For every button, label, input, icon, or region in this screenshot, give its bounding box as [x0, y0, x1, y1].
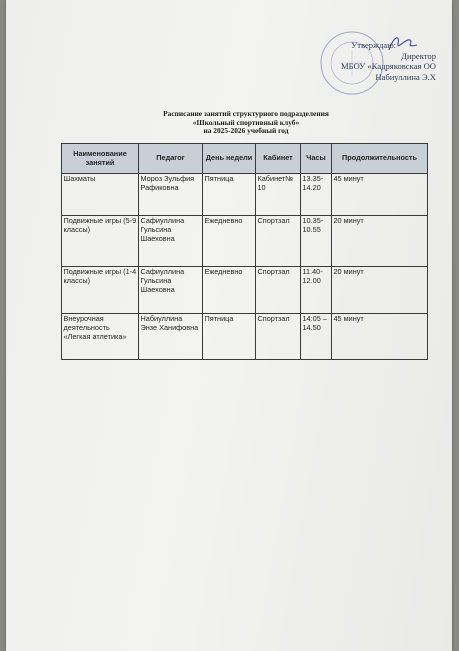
- header-hours: Часы: [301, 144, 332, 174]
- cell-activity: Подвижные игры (5-9 классы): [62, 216, 139, 267]
- document-page: [6, 0, 452, 651]
- cell-room: Спортзал: [256, 267, 301, 314]
- header-room: Кабинет: [256, 144, 301, 174]
- approval-label: Утверждаю:: [351, 40, 396, 50]
- approval-block: [276, 40, 436, 82]
- table-row: [62, 216, 428, 267]
- header-day: День недели: [203, 144, 256, 174]
- cell-teacher: Набиуллина Энзе Ханифовна: [139, 314, 203, 360]
- header-activity: Наименование занятий: [62, 144, 139, 174]
- cell-duration: 45 минут: [332, 314, 428, 360]
- cell-day: Ежедневно: [203, 267, 256, 314]
- title-line-1: Расписание занятий структурного подразделения: [163, 109, 329, 118]
- table-row: [62, 174, 428, 216]
- title-line-3: на 2025-2026 учебный год: [203, 126, 289, 136]
- table-row: [62, 314, 428, 360]
- cell-hours: 14:05 – 14.50: [301, 314, 332, 360]
- approval-position: Директор: [401, 50, 436, 61]
- approval-director-name: Набиуллина Э.Х: [375, 71, 436, 82]
- cell-hours: 10.35-10.55: [301, 216, 332, 267]
- cell-duration: 20 минут: [332, 216, 428, 267]
- cell-activity: Шахматы: [62, 174, 139, 216]
- header-duration: Продолжительность: [332, 144, 428, 174]
- cell-teacher: Сафиуллина Гульсина Шаеховна: [139, 267, 203, 314]
- title-line-2: «Школьный спортивный клуб»: [192, 117, 300, 127]
- schedule-table: [61, 143, 428, 360]
- cell-day: Пятница: [203, 174, 256, 216]
- cell-teacher: Сафиуллина Гульсина Шаеховна: [139, 216, 203, 267]
- document-title: [66, 110, 426, 136]
- cell-duration: 45 минут: [332, 174, 428, 216]
- table-header-row: [62, 144, 428, 174]
- cell-room: Спортзал: [256, 216, 301, 267]
- cell-teacher: Мороз Зульфия Рафиковна: [139, 174, 203, 216]
- cell-activity: Подвижные игры (1-4 классы): [62, 267, 139, 314]
- table-row: [62, 267, 428, 314]
- cell-hours: 13.35-14.20: [301, 174, 332, 216]
- cell-duration: 20 минут: [332, 267, 428, 314]
- approval-school: МБОУ «Кадряковская ОО: [340, 61, 436, 71]
- cell-room: Кабинет№ 10: [256, 174, 301, 216]
- cell-activity: Внеурочная деятельность «Легкая атлетика»: [62, 314, 139, 360]
- cell-hours: 11.40-12.00: [301, 267, 332, 314]
- cell-day: Ежедневно: [203, 216, 256, 267]
- cell-room: Спортзал: [256, 314, 301, 360]
- header-teacher: Педагог: [139, 144, 203, 174]
- cell-day: Пятница: [203, 314, 256, 360]
